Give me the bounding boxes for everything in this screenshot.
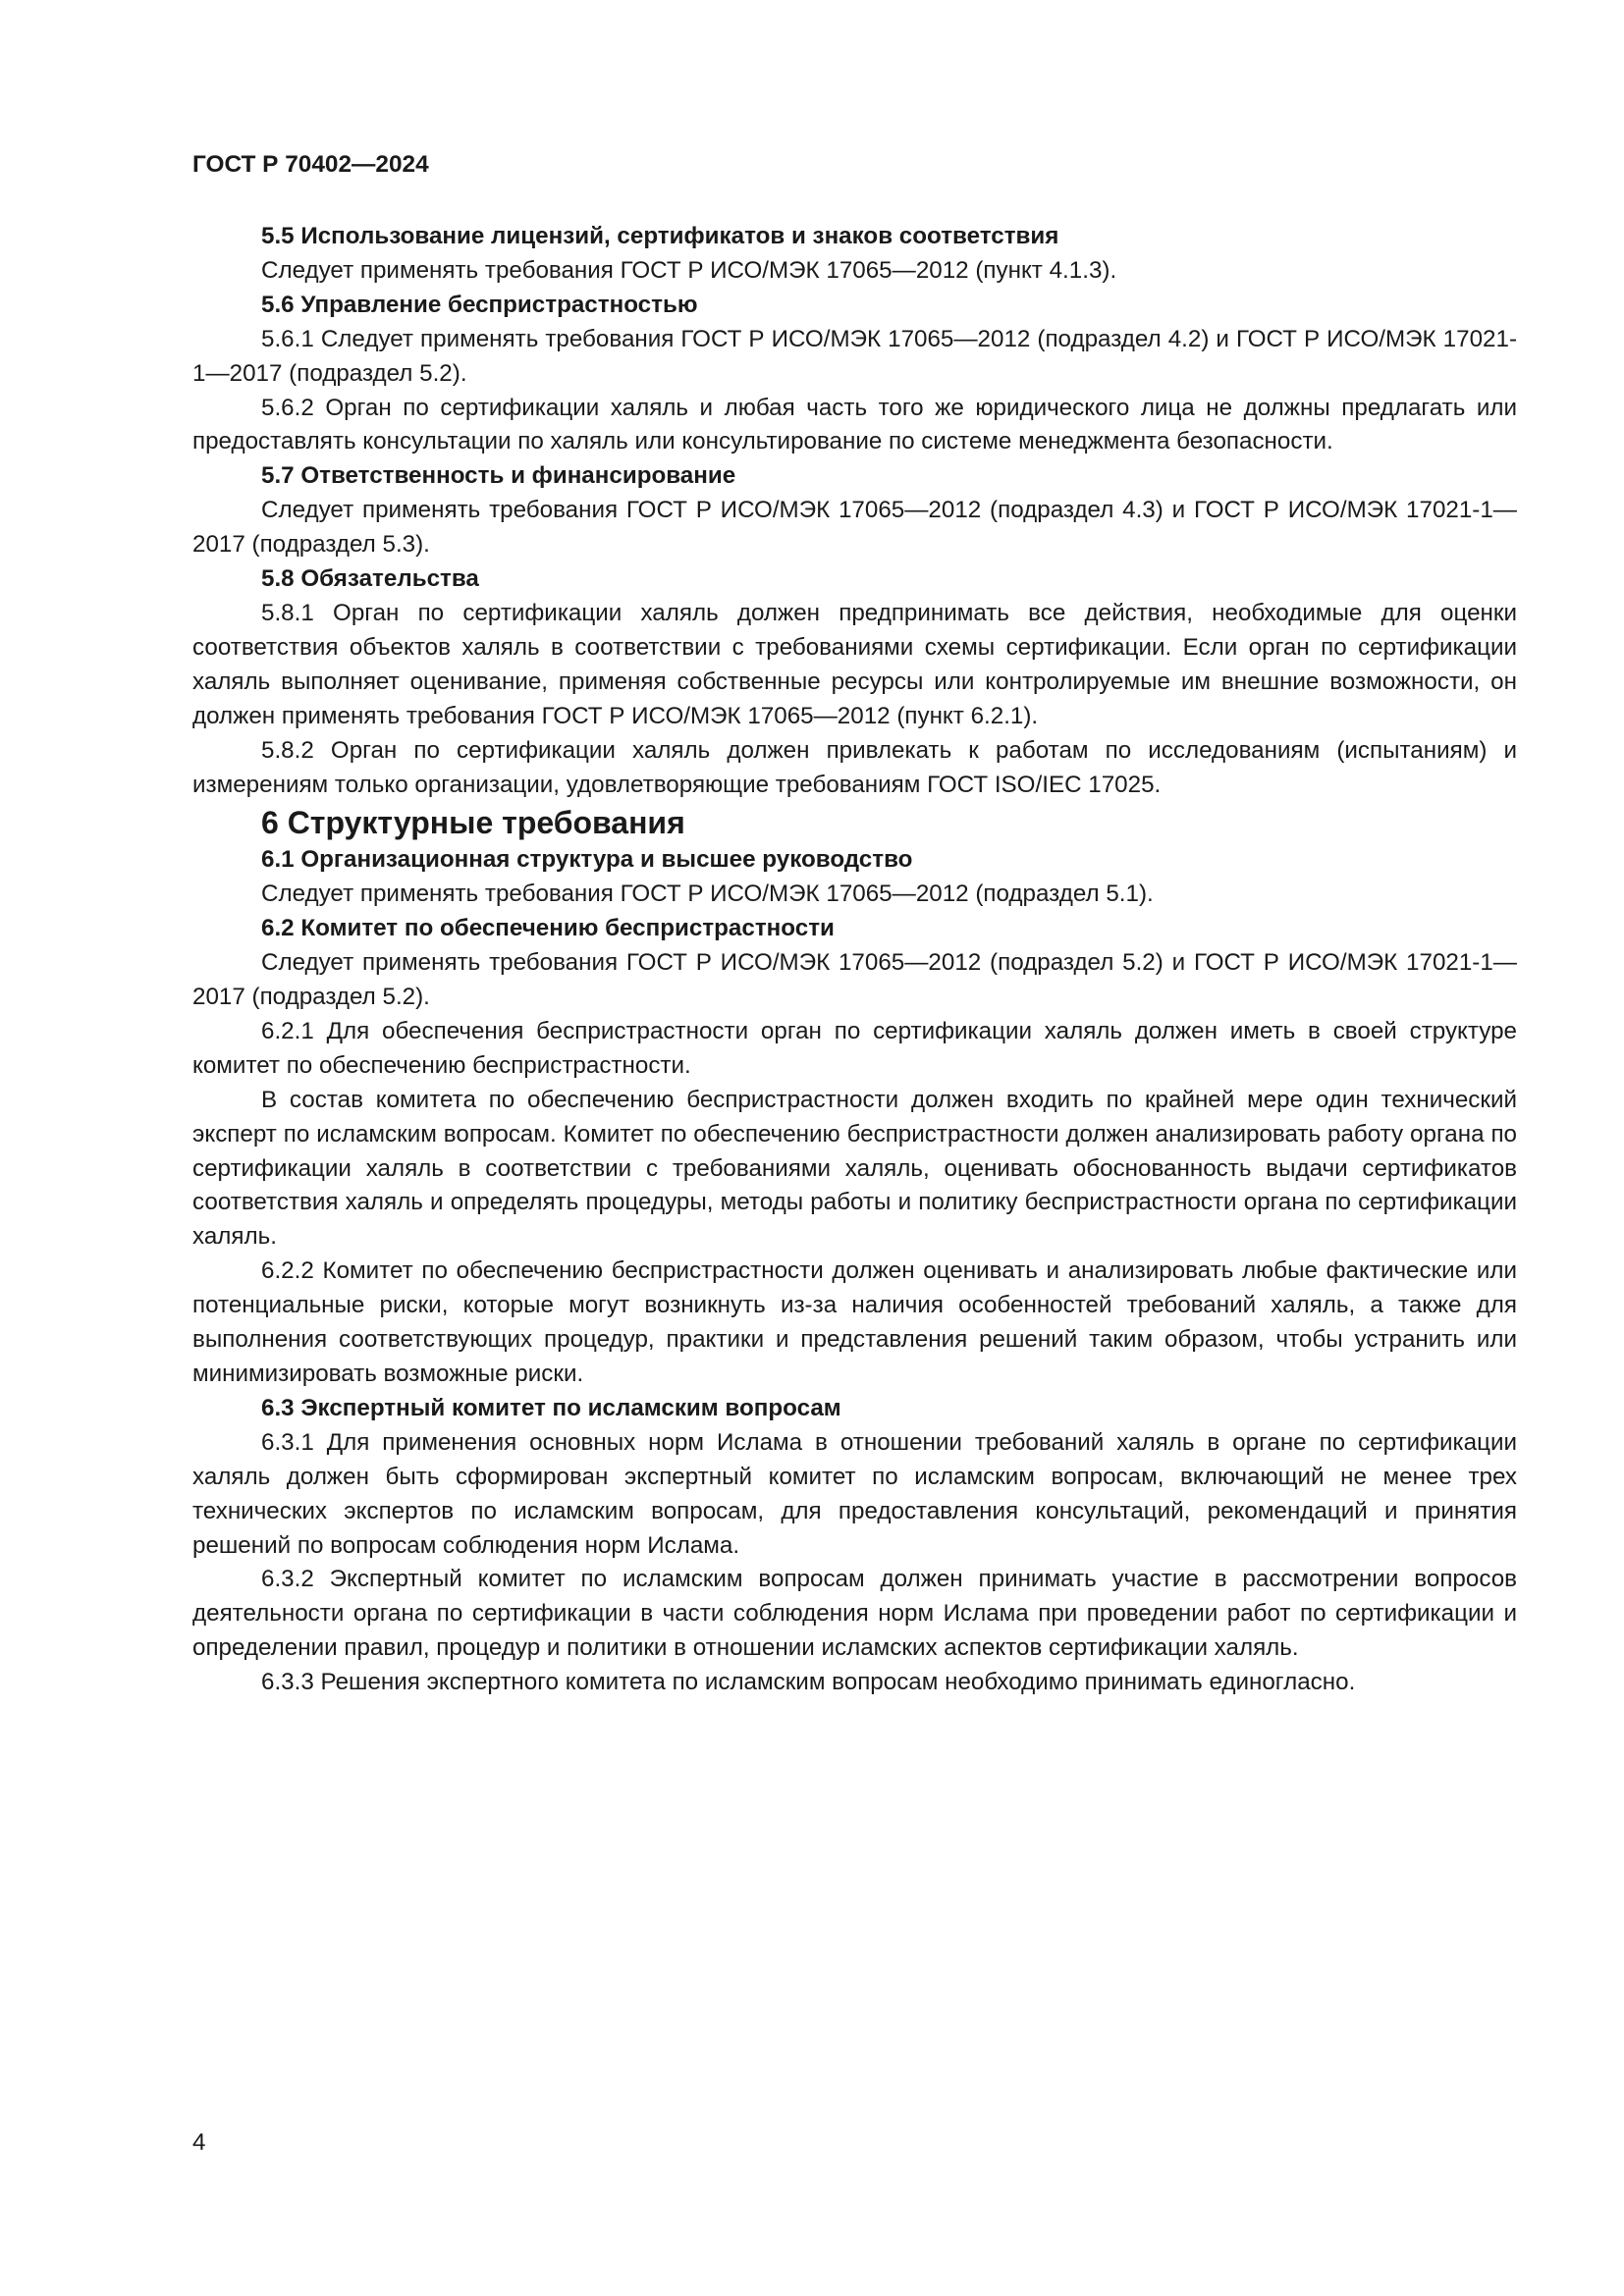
paragraph-6-3-1: 6.3.1 Для применения основных норм Ислама в отношении требований халяль в органе по сертификации халяль должен быть сформирован экспертный комитет по исламским вопросам, включающий не менее трех технических экспертов по исламским вопросам, для предоставления консультаций, рекомендаций и принятия решений по вопросам соблюдения норм Ислама. xyxy=(192,1428,1517,1559)
heading-5-6: 5.6 Управление беспристрастностью xyxy=(261,291,698,318)
heading-6-3: 6.3 Экспертный комитет по исламским вопросам xyxy=(261,1394,841,1421)
heading-5-5: 5.5 Использование лицензий, сертификатов и знаков соответствия xyxy=(261,223,1059,249)
paragraph-6-2-2: 6.2.2 Комитет по обеспечению беспристрастности должен оценивать и анализировать любые фактические или потенциальные риски, которые могут возникнуть из-за наличия особенностей требований халяль, а также для выполнения соответствующих процедур, практики и представления решений таким образом, чтобы устранить или минимизировать возможные риски. xyxy=(192,1257,1517,1387)
paragraph-6-3-2: 6.3.2 Экспертный комитет по исламским вопросам должен принимать участие в рассмотрении вопросов деятельности органа по сертификации в части соблюдения норм Ислама при проведении работ по сертификации и определении правил, процедур и политики в отношении исламских аспектов сертификации халяль. xyxy=(192,1566,1517,1662)
paragraph-5-5: Следует применять требования ГОСТ Р ИСО/МЭК 17065—2012 (пункт 4.1.3). xyxy=(261,256,1117,284)
paragraph-6-2: Следует применять требования ГОСТ Р ИСО/МЭК 17065—2012 (подраздел 5.2) и ГОСТ Р ИСО/МЭК 17021-1—2017 (подраздел 5.2). xyxy=(192,949,1517,1011)
page-number: 4 xyxy=(192,2129,206,2156)
paragraph-5-7: Следует применять требования ГОСТ Р ИСО/МЭК 17065—2012 (подраздел 4.3) и ГОСТ Р ИСО/МЭК 17021-1—2017 (подраздел 5.3). xyxy=(192,497,1517,559)
document-code: ГОСТ Р 70402—2024 xyxy=(192,151,429,178)
paragraph-6-2-1-cont: В состав комитета по обеспечению беспристрастности должен входить по крайней мере один технический эксперт по исламским вопросам. Комитет по обеспечению беспристрастности должен анализировать работу органа по сертификации халяль в соответствии с требованиями халяль, оценивать обоснованность выдачи сертификатов соответствия халяль и определять процедуры, методы работы и политику беспристрастности органа по сертификации халяль. xyxy=(192,1086,1517,1251)
paragraph-5-8-1: 5.8.1 Орган по сертификации халяль должен предпринимать все действия, необходимые для оценки соответствия объектов халяль в соответствии с требованиями схемы сертификации. Если орган по сертификации халяль выполняет оценивание, применяя собственные ресурсы или контролируемые им внешние возможности, он должен применять требования ГОСТ Р ИСО/МЭК 17065—2012 (пункт 6.2.1). xyxy=(192,599,1517,729)
paragraph-6-2-1: 6.2.1 Для обеспечения беспристрастности орган по сертификации халяль должен иметь в своей структуре комитет по обеспечению беспристрастности. xyxy=(192,1017,1517,1079)
heading-6-1: 6.1 Организационная структура и высшее руководство xyxy=(261,846,913,874)
paragraph-5-6-2: 5.6.2 Орган по сертификации халяль и любая часть того же юридического лица не должны предлагать или предоставлять консультации по халяль или консультирование по системе менеджмента безопасности. xyxy=(192,394,1517,455)
paragraph-6-3-3: 6.3.3 Решения экспертного комитета по исламским вопросам необходимо принимать единогласно. xyxy=(261,1669,1356,1696)
paragraph-5-6-1: 5.6.1 Следует применять требования ГОСТ Р ИСО/МЭК 17065—2012 (подраздел 4.2) и ГОСТ Р ИСО/МЭК 17021-1—2017 (подраздел 5.2). xyxy=(192,325,1517,387)
heading-5-8: 5.8 Обязательства xyxy=(261,565,479,593)
heading-5-7: 5.7 Ответственность и финансирование xyxy=(261,462,736,490)
heading-6-2: 6.2 Комитет по обеспечению беспристрастности xyxy=(261,915,835,942)
paragraph-5-8-2: 5.8.2 Орган по сертификации халяль должен привлекать к работам по исследованиям (испытаниям) и измерениям только организации, удовлетворяющие требованиям ГОСТ ISO/IEC 17025. xyxy=(192,736,1517,798)
document-body xyxy=(192,220,1517,1700)
section-heading-6: 6 Структурные требования xyxy=(261,805,685,841)
paragraph-6-1: Следует применять требования ГОСТ Р ИСО/МЭК 17065—2012 (подраздел 5.1). xyxy=(261,881,1154,908)
